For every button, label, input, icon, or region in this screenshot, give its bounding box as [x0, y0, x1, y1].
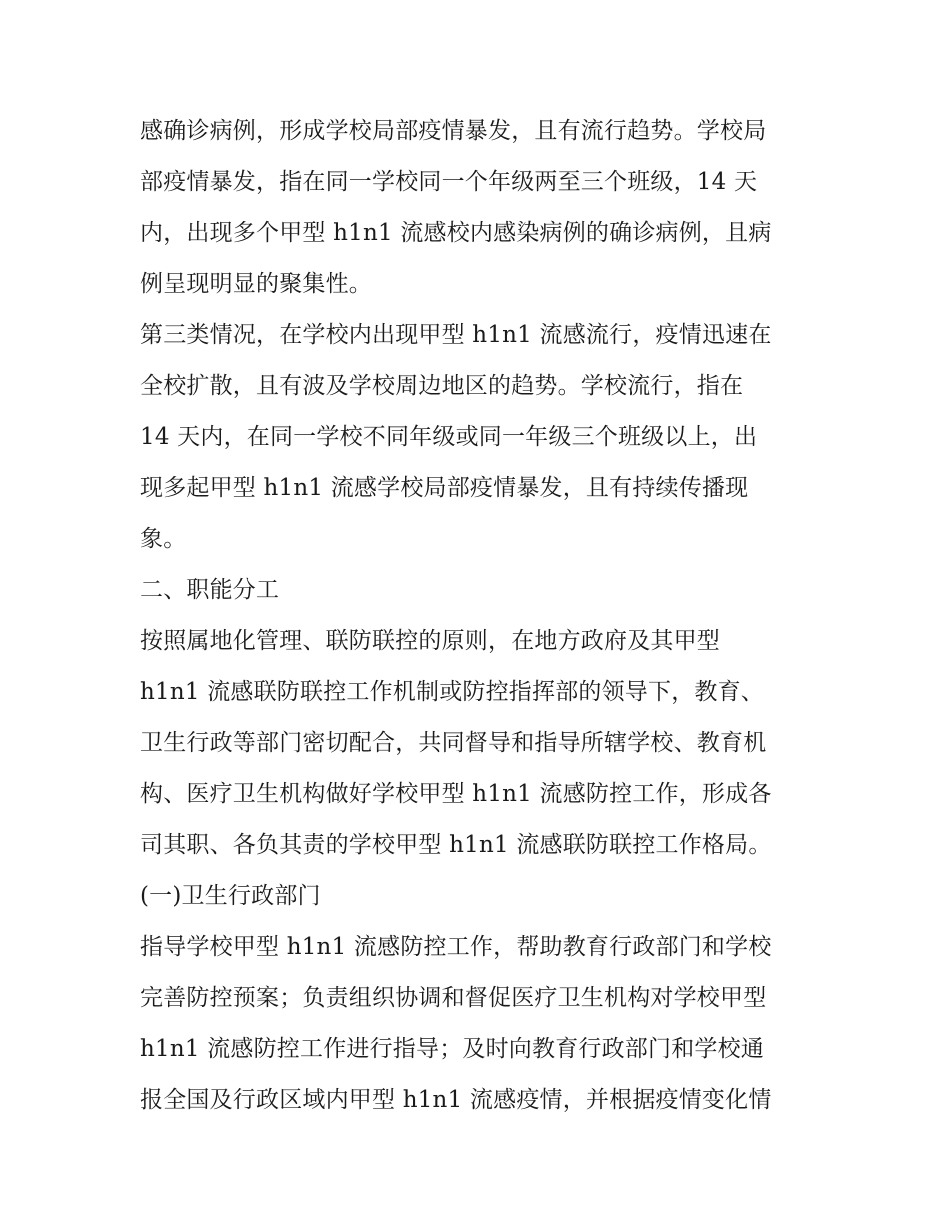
subsection-heading: (一)卫生行政部门 [140, 883, 321, 909]
text-line: 象。 [140, 526, 187, 552]
text-line: 感确诊病例，形成学校局部疫情暴发，且有流行趋势。学校局 [140, 118, 767, 144]
text-line: 部疫情暴发，指在同一学校同一个年级两至三个班级，14 天 [140, 169, 758, 195]
text-line: 现多起甲型 h1n1 流感学校局部疫情暴发，且有持续传播现 [140, 475, 749, 501]
text-line: 内，出现多个甲型 h1n1 流感校内感染病例的确诊病例，且病 [140, 220, 772, 246]
text-line: 按照属地化管理、联防联控的原则，在地方政府及其甲型 [140, 628, 720, 654]
text-line: 全校扩散，且有波及学校周边地区的趋势。学校流行，指在 [140, 373, 744, 399]
text-line: 指导学校甲型 h1n1 流感防控工作，帮助教育行政部门和学校 [140, 934, 772, 960]
text-line: 报全国及行政区域内甲型 h1n1 流感疫情，并根据疫情变化情 [140, 1087, 772, 1113]
text-line: 14 天内，在同一学校不同年级或同一年级三个班级以上，出 [140, 424, 758, 450]
text-line: 例呈现明显的聚集性。 [140, 271, 372, 297]
text-line: 司其职、各负其责的学校甲型 h1n1 流感联防联控工作格局。 [140, 832, 772, 858]
section-heading: 二、职能分工 [140, 577, 280, 603]
document-body [140, 106, 820, 1126]
text-line: 完善防控预案；负责组织协调和督促医疗卫生机构对学校甲型 [140, 985, 767, 1011]
text-line: 卫生行政等部门密切配合，共同督导和指导所辖学校、教育机 [140, 730, 767, 756]
text-line: h1n1 流感防控工作进行指导；及时向教育行政部门和学校通 [140, 1036, 765, 1062]
text-line: h1n1 流感联防联控工作机制或防控指挥部的领导下，教育、 [140, 679, 765, 705]
text-line: 第三类情况，在学校内出现甲型 h1n1 流感流行，疫情迅速在 [140, 322, 772, 348]
text-line: 构、医疗卫生机构做好学校甲型 h1n1 流感防控工作，形成各 [140, 781, 772, 807]
